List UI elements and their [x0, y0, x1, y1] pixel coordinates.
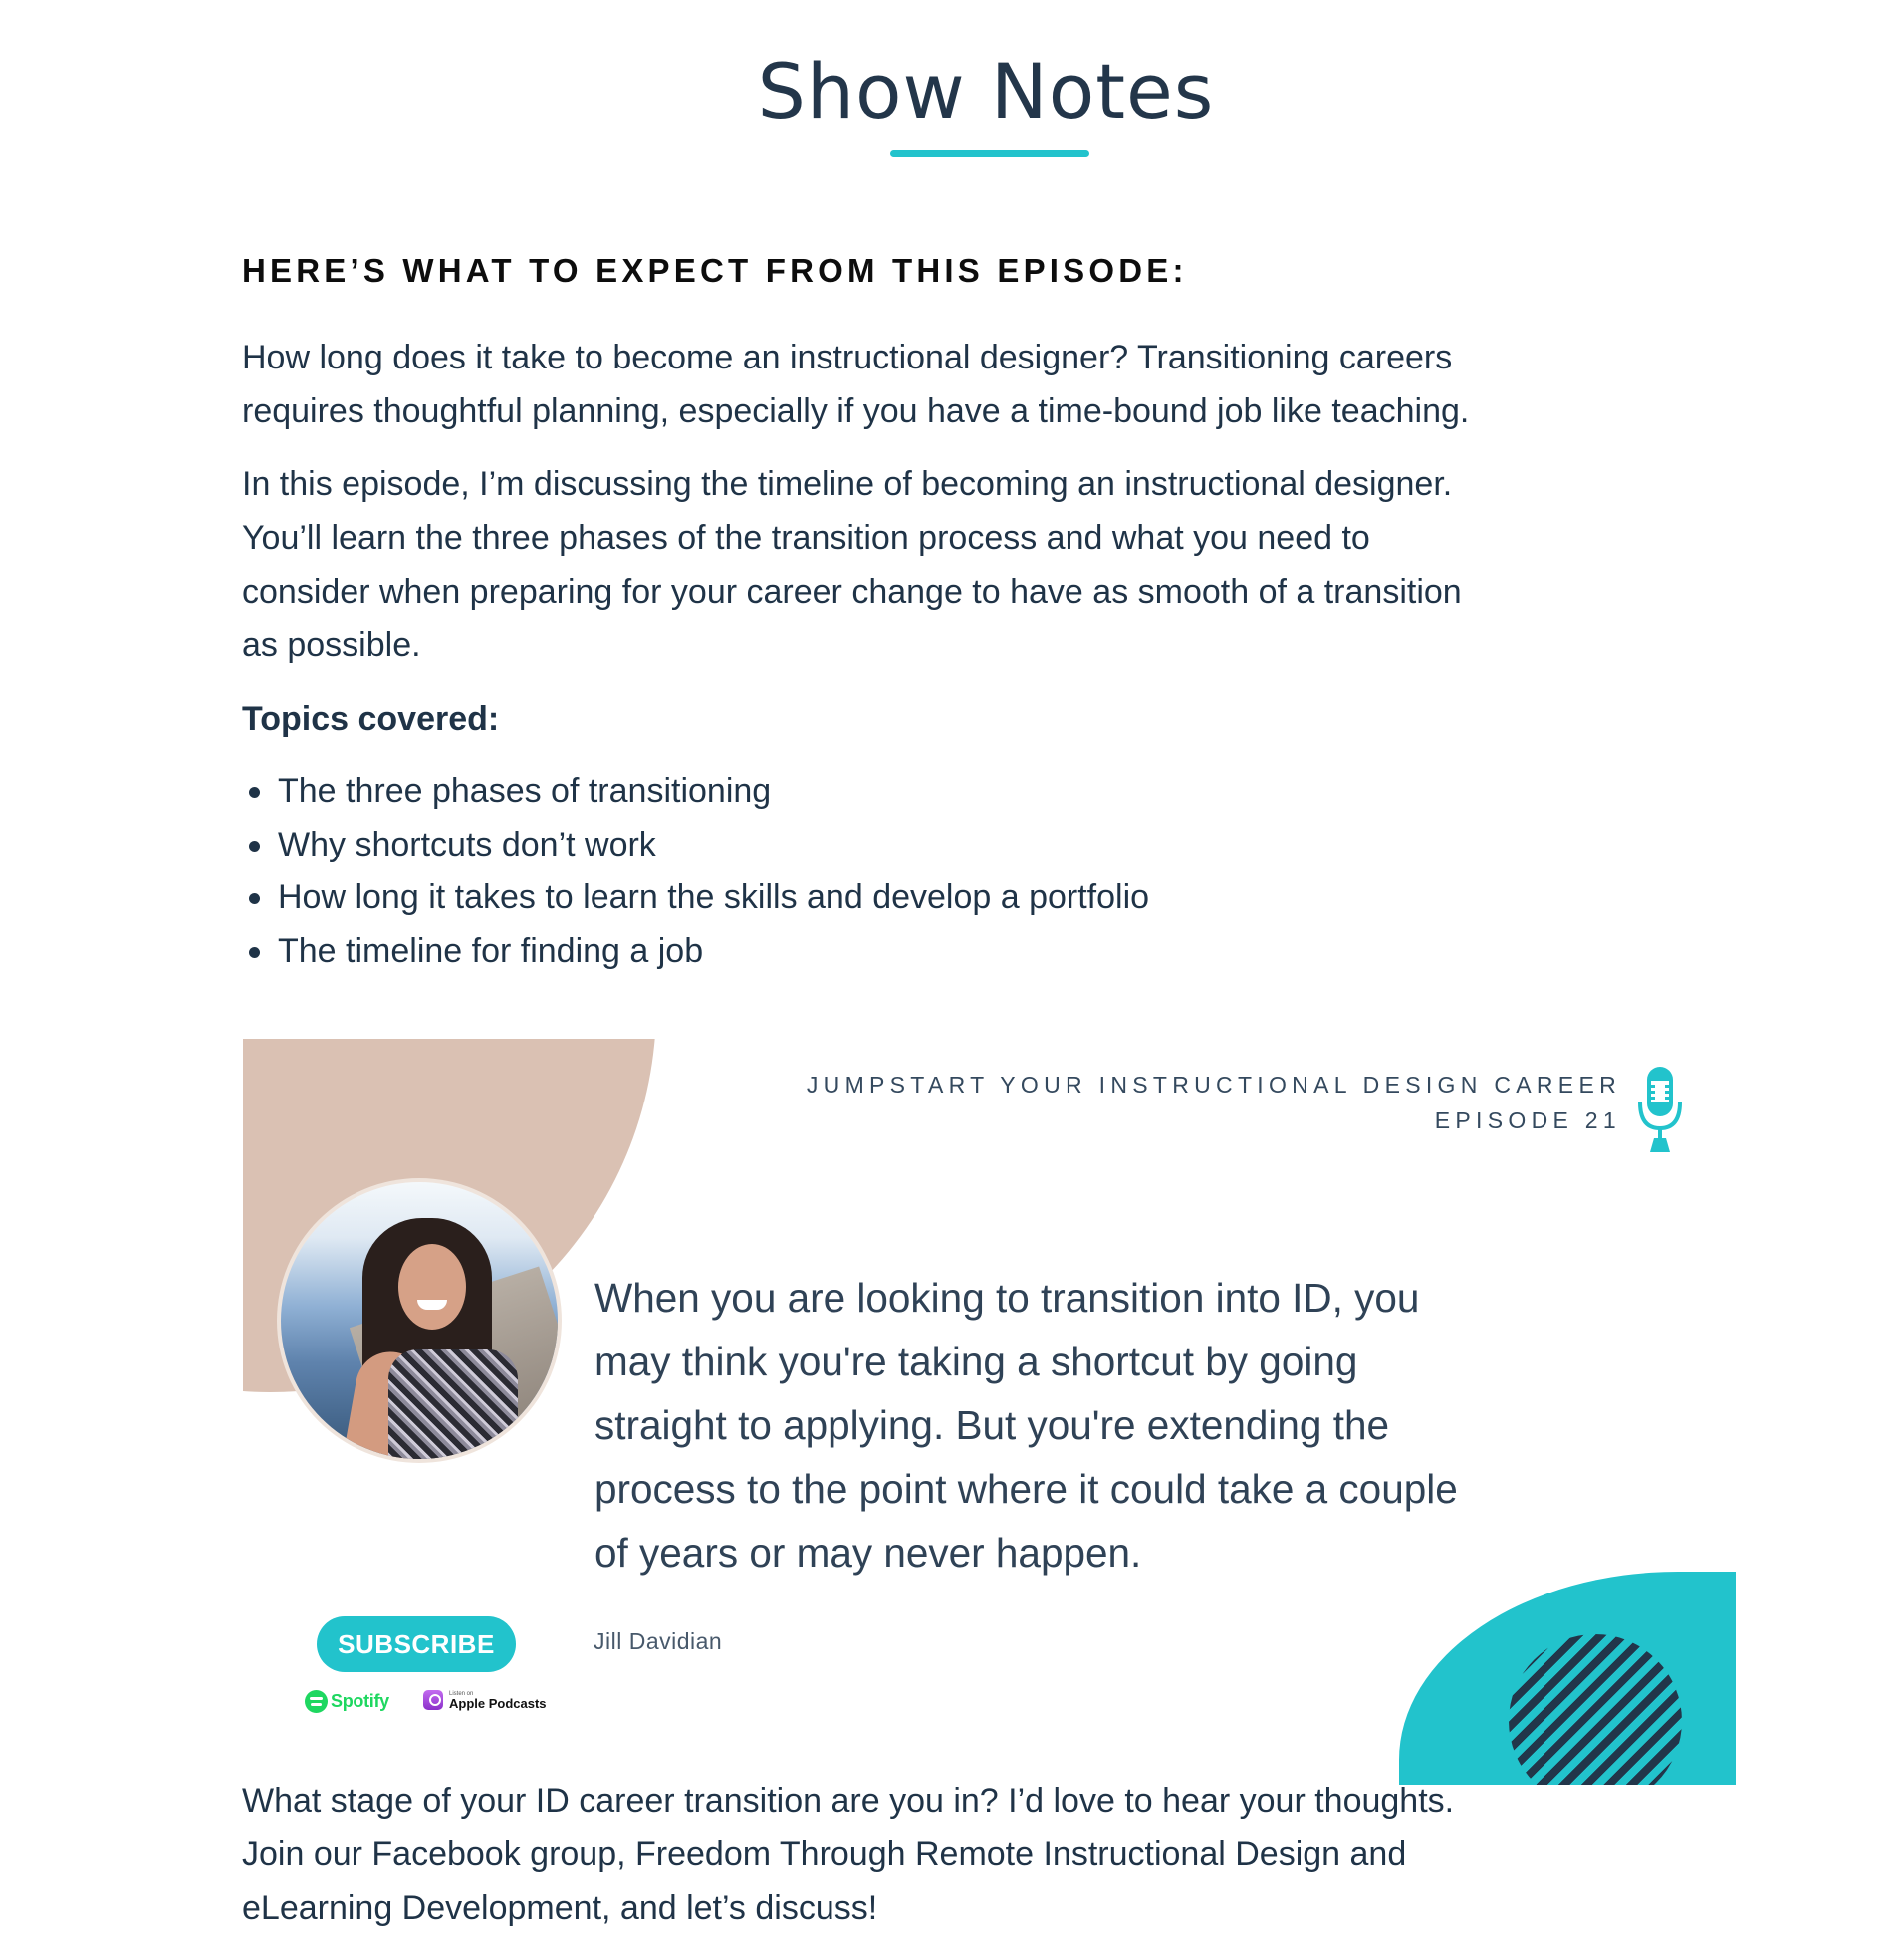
list-item-text: How long it takes to learn the skills and develop a portfolio	[278, 878, 1150, 917]
host-avatar	[277, 1178, 562, 1463]
list-item	[242, 871, 1149, 925]
text-line: In this episode, I’m discussing the timeline of becoming an instructional designer.	[242, 465, 1453, 503]
text-line: eLearning Development, and let’s discuss!	[242, 1889, 878, 1927]
text-line: What stage of your ID career transition are you in? I’d love to hear your thoughts.	[242, 1782, 1455, 1820]
page-title: Show Notes	[757, 47, 1215, 135]
podcast-name: JUMPSTART YOUR INSTRUCTIONAL DESIGN CAREER	[806, 1072, 1621, 1098]
bullet-icon	[249, 841, 260, 852]
spotify-link[interactable]	[305, 1690, 389, 1713]
description-paragraph	[242, 457, 1462, 672]
quote-line: may think you're taking a shortcut by going	[594, 1339, 1358, 1384]
topics-list	[242, 765, 1149, 979]
quote-line: straight to applying. But you're extending the	[594, 1402, 1389, 1448]
episode-number: EPISODE 21	[1434, 1107, 1621, 1133]
list-item	[242, 819, 1149, 872]
episode-quote-graphic	[243, 1039, 1736, 1785]
text-line: requires thoughtful planning, especially if you have a time-bound job like teaching.	[242, 392, 1470, 430]
apple-podcasts-link[interactable]	[423, 1690, 547, 1710]
quote-line: of years or may never happen.	[594, 1530, 1142, 1576]
text-line: You’ll learn the three phases of the transition process and what you need to	[242, 519, 1370, 557]
spotify-icon	[305, 1690, 328, 1713]
apple-podcasts-caption: Listen on	[449, 1690, 474, 1697]
microphone-icon	[1632, 1065, 1688, 1154]
topics-label: Topics covered:	[242, 700, 500, 738]
episode-quote	[594, 1266, 1458, 1585]
text-line: How long does it take to become an instructional designer? Transitioning careers	[242, 339, 1453, 376]
title-underline-divider	[890, 150, 1089, 157]
list-item-text: The three phases of transitioning	[278, 772, 772, 810]
text-line: as possible.	[242, 626, 421, 664]
bullet-icon	[249, 893, 260, 904]
quote-author: Jill Davidian	[594, 1628, 723, 1654]
spotify-label: Spotify	[331, 1691, 389, 1711]
subscribe-button[interactable]: SUBSCRIBE	[317, 1616, 516, 1672]
intro-paragraph	[242, 331, 1469, 438]
quote-line: process to the point where it could take a couple	[594, 1466, 1458, 1512]
list-item-text: The timeline for finding a job	[278, 932, 704, 971]
list-item-text: Why shortcuts don’t work	[278, 825, 656, 863]
list-item	[242, 765, 1149, 819]
quote-line: When you are looking to transition into ID, you	[594, 1275, 1420, 1321]
text-line: Join our Facebook group, Freedom Through Remote Instructional Design and	[242, 1836, 1407, 1873]
apple-podcasts-label: Apple Podcasts	[449, 1695, 547, 1711]
apple-podcasts-icon	[423, 1690, 443, 1710]
host-photo	[281, 1182, 558, 1459]
closing-paragraph	[242, 1774, 1454, 1935]
podcast-header	[807, 1067, 1621, 1138]
bullet-icon	[249, 787, 260, 798]
text-line: consider when preparing for your career change to have as smooth of a transition	[242, 573, 1462, 611]
bullet-icon	[249, 947, 260, 958]
list-item	[242, 925, 1149, 979]
section-heading: HERE’S WHAT TO EXPECT FROM THIS EPISODE:	[242, 252, 1188, 289]
